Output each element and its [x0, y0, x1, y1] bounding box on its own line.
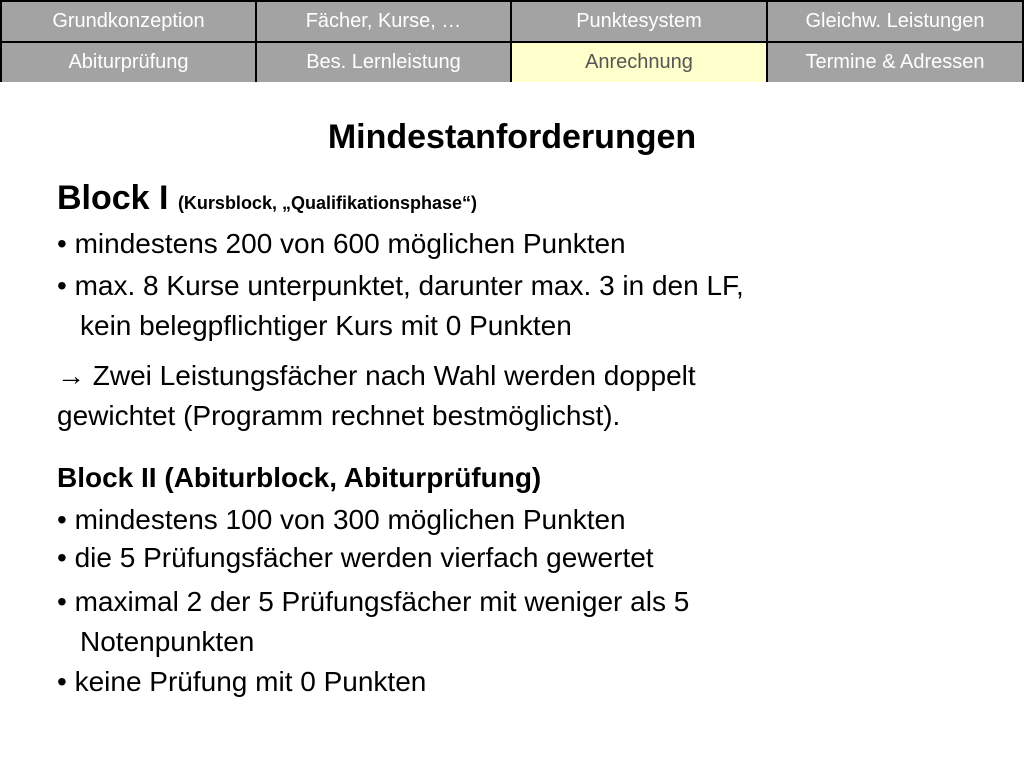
block1-item-2: • max. 8 Kurse unterpunktet, darunter max. 3 in den LF, — [57, 270, 744, 301]
top-navigation — [0, 0, 1024, 82]
block1-heading-main: Block I — [57, 179, 169, 217]
block1-note-text-1: Zwei Leistungsfächer nach Wahl werden doppelt — [92, 360, 696, 391]
nav-tab-punktesystem[interactable]: Punktesystem — [512, 2, 766, 41]
nav-tab-abiturpruefung[interactable]: Abiturprüfung — [2, 43, 255, 82]
block1-heading — [57, 174, 477, 227]
block1-heading-sub: (Kursblock, „Qualifikationsphase“) — [177, 193, 477, 213]
slide-title: Mindestanforderungen — [327, 118, 697, 156]
block2-item-2: • die 5 Prüfungsfächer werden vierfach gewertet — [57, 542, 654, 573]
block1-note-line-1 — [57, 358, 696, 394]
block2-item-1: • mindestens 100 von 300 möglichen Punkten — [57, 504, 626, 535]
block1-note-line-2: gewichtet (Programm rechnet bestmöglichst). — [57, 400, 621, 431]
block2-item-3: • maximal 2 der 5 Prüfungsfächer mit weniger als 5 — [57, 586, 690, 617]
block2-item-4: • keine Prüfung mit 0 Punkten — [57, 666, 427, 697]
block1-item-1: • mindestens 200 von 600 möglichen Punkten — [57, 228, 626, 259]
block1-item-2-continuation: kein belegpflichtiger Kurs mit 0 Punkten — [80, 310, 572, 341]
nav-tab-gleichwertige-leistungen[interactable]: Gleichw. Leistungen — [768, 2, 1022, 41]
block2-heading: Block II (Abiturblock, Abiturprüfung) — [57, 462, 542, 493]
arrow-right-icon: → — [57, 360, 85, 391]
nav-tab-besondere-lernleistung[interactable]: Bes. Lernleistung — [257, 43, 510, 82]
nav-tab-anrechnung[interactable]: Anrechnung — [512, 43, 766, 82]
nav-tab-grundkonzeption[interactable]: Grundkonzeption — [2, 2, 255, 41]
nav-tab-termine-adressen[interactable]: Termine & Adressen — [768, 43, 1022, 82]
nav-tab-faecher-kurse[interactable]: Fächer, Kurse, … — [257, 2, 510, 41]
block2-item-3-continuation: Notenpunkten — [80, 626, 255, 657]
